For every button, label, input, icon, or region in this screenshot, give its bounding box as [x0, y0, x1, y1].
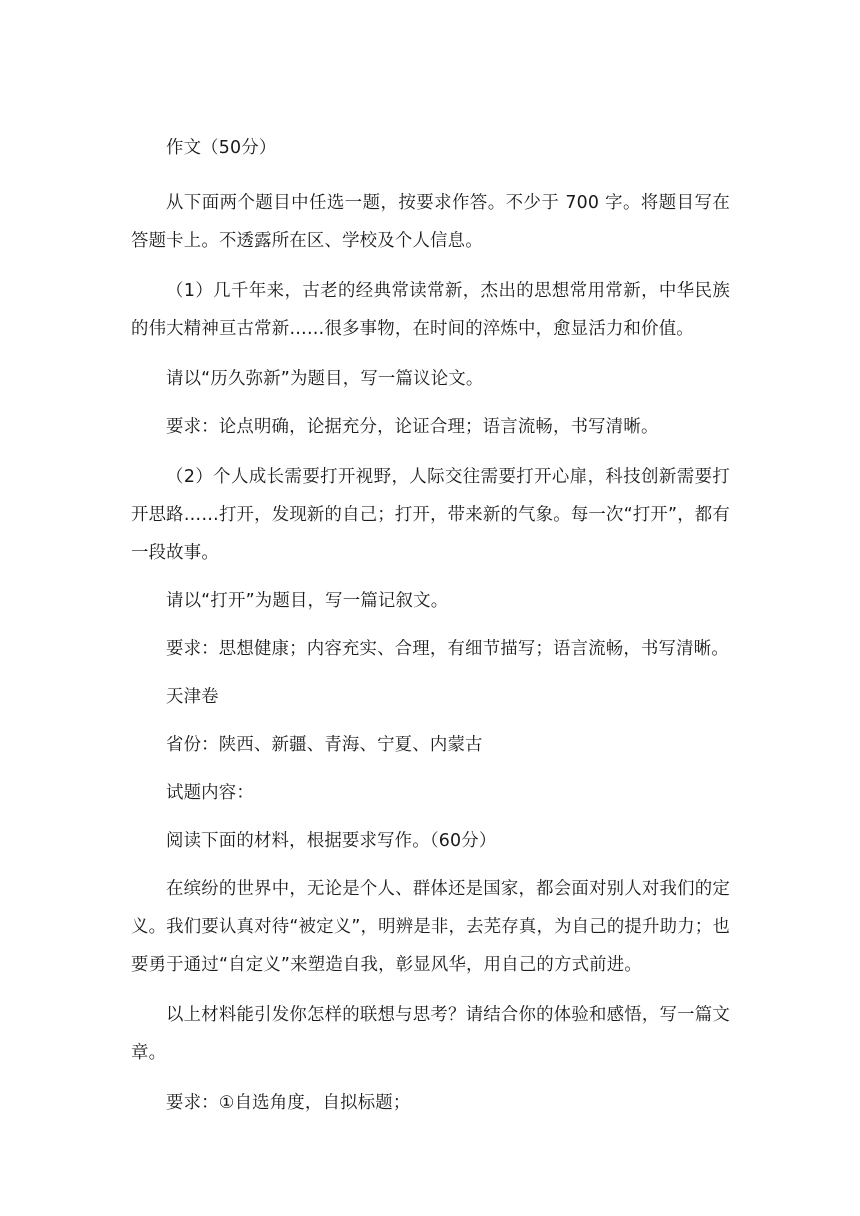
topic-1-requirements: 要求：论点明确，论据充分，论证合理；语言流畅，书写清晰。: [166, 417, 659, 437]
essay-section-title: 作文（50分）: [166, 138, 277, 158]
essay-instructions: 从下面两个题目中任选一题，按要求作答。不少于 700 字。将题目写在答题卡上。不透露所在区、学校及个人信息。: [131, 193, 730, 251]
topic-2-material: （2）个人成长需要打开视野，人际交往需要打开心扉，科技创新需要打开思路……打开，发现新的自己；打开，带来新的气象。每一次“打开”，都有一段故事。: [131, 467, 730, 563]
document-body: [131, 129, 730, 1122]
question-content-label: 试题内容：: [166, 783, 254, 803]
requirements-line: 要求：①自选角度，自拟标题；: [166, 1093, 411, 1113]
material-paragraph: 在缤纷的世界中，无论是个人、群体还是国家，都会面对别人对我们的定义。我们要认真对待“被定义”，明辨是非，去芜存真，为自己的提升助力；也要勇于通过“自定义”来塑造自我，彰显风华，用自己的方式前进。: [131, 879, 730, 975]
writing-prompt: 以上材料能引发你怎样的联想与思考？请结合你的体验和感悟，写一篇文章。: [131, 1005, 730, 1063]
topic-2-requirements: 要求：思想健康；内容充实、合理，有细节描写；语言流畅，书写清晰。: [166, 639, 729, 659]
provinces-line: 省份：陕西、新疆、青海、宁夏、内蒙古: [166, 735, 483, 755]
topic-1-material: （1）几千年来，古老的经典常读常新，杰出的思想常用常新，中华民族的伟大精神亘古常新……很多事物，在时间的淬炼中，愈显活力和价值。: [131, 281, 730, 339]
topic-1-prompt: 请以“历久弥新”为题目，写一篇议论文。: [166, 369, 484, 389]
reading-instructions: 阅读下面的材料，根据要求写作。（60分）: [166, 831, 497, 851]
section-heading-tianjin: 天津卷: [166, 687, 219, 707]
topic-2-prompt: 请以“打开”为题目，写一篇记叙文。: [166, 591, 449, 611]
